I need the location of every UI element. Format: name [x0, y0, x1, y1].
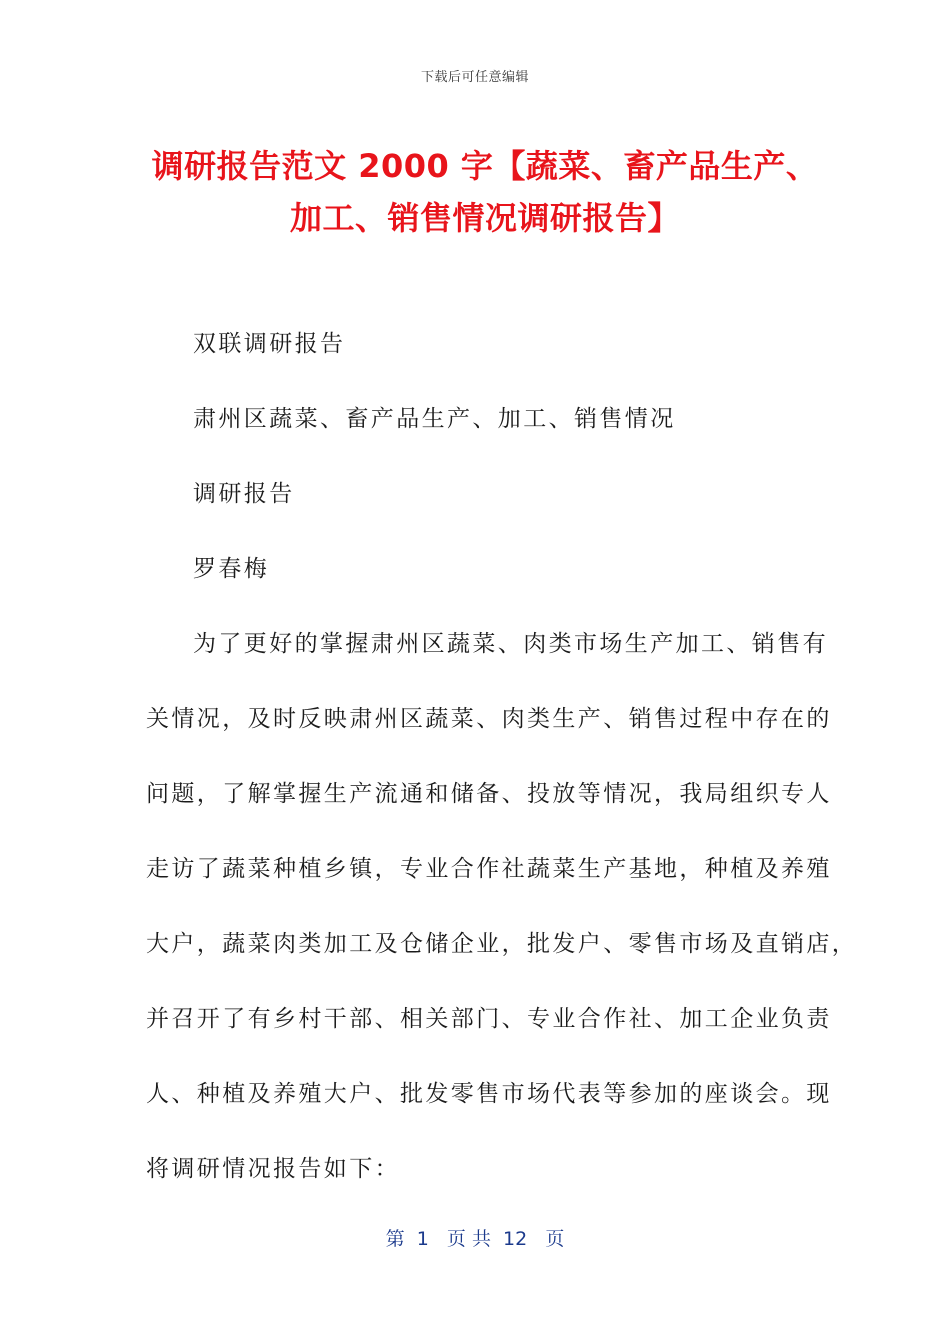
paragraph-line: 走访了蔬菜种植乡镇，专业合作社蔬菜生产基地，种植及养殖 — [146, 856, 832, 882]
paragraph-line: 为了更好的掌握肃州区蔬菜、肉类市场生产加工、销售有 — [193, 631, 828, 657]
paragraph-line: 关情况，及时反映肃州区蔬菜、肉类生产、销售过程中存在的 — [146, 706, 832, 732]
author-name: 罗春梅 — [193, 556, 270, 582]
paragraph-line: 并召开了有乡村干部、相关部门、专业合作社、加工企业负责 — [146, 1006, 832, 1032]
heading-line: 肃州区蔬菜、畜产品生产、加工、销售情况 — [193, 406, 676, 432]
heading-line: 双联调研报告 — [193, 331, 346, 357]
paragraph-line: 问题，了解掌握生产流通和储备、投放等情况，我局组织专人 — [146, 781, 832, 807]
paragraph-line: 大户，蔬菜肉类加工及仓储企业，批发户、零售市场及直销店， — [146, 931, 858, 957]
document-body — [146, 318, 858, 1218]
header-note: 下载后可任意编辑 — [420, 70, 529, 85]
heading-line: 调研报告 — [193, 481, 295, 507]
document-title — [140, 140, 830, 244]
document-title-line-1: 调研报告范文 2000 字【蔬菜、畜产品生产、 — [151, 147, 819, 185]
paragraph-line: 人、种植及养殖大户、批发零售市场代表等参加的座谈会。现 — [146, 1081, 832, 1107]
paragraph-line: 将调研情况报告如下： — [146, 1156, 400, 1182]
document-title-line-2: 加工、销售情况调研报告】 — [289, 199, 680, 237]
page-number-footer: 第 1 页 共 12 页 — [385, 1228, 565, 1250]
